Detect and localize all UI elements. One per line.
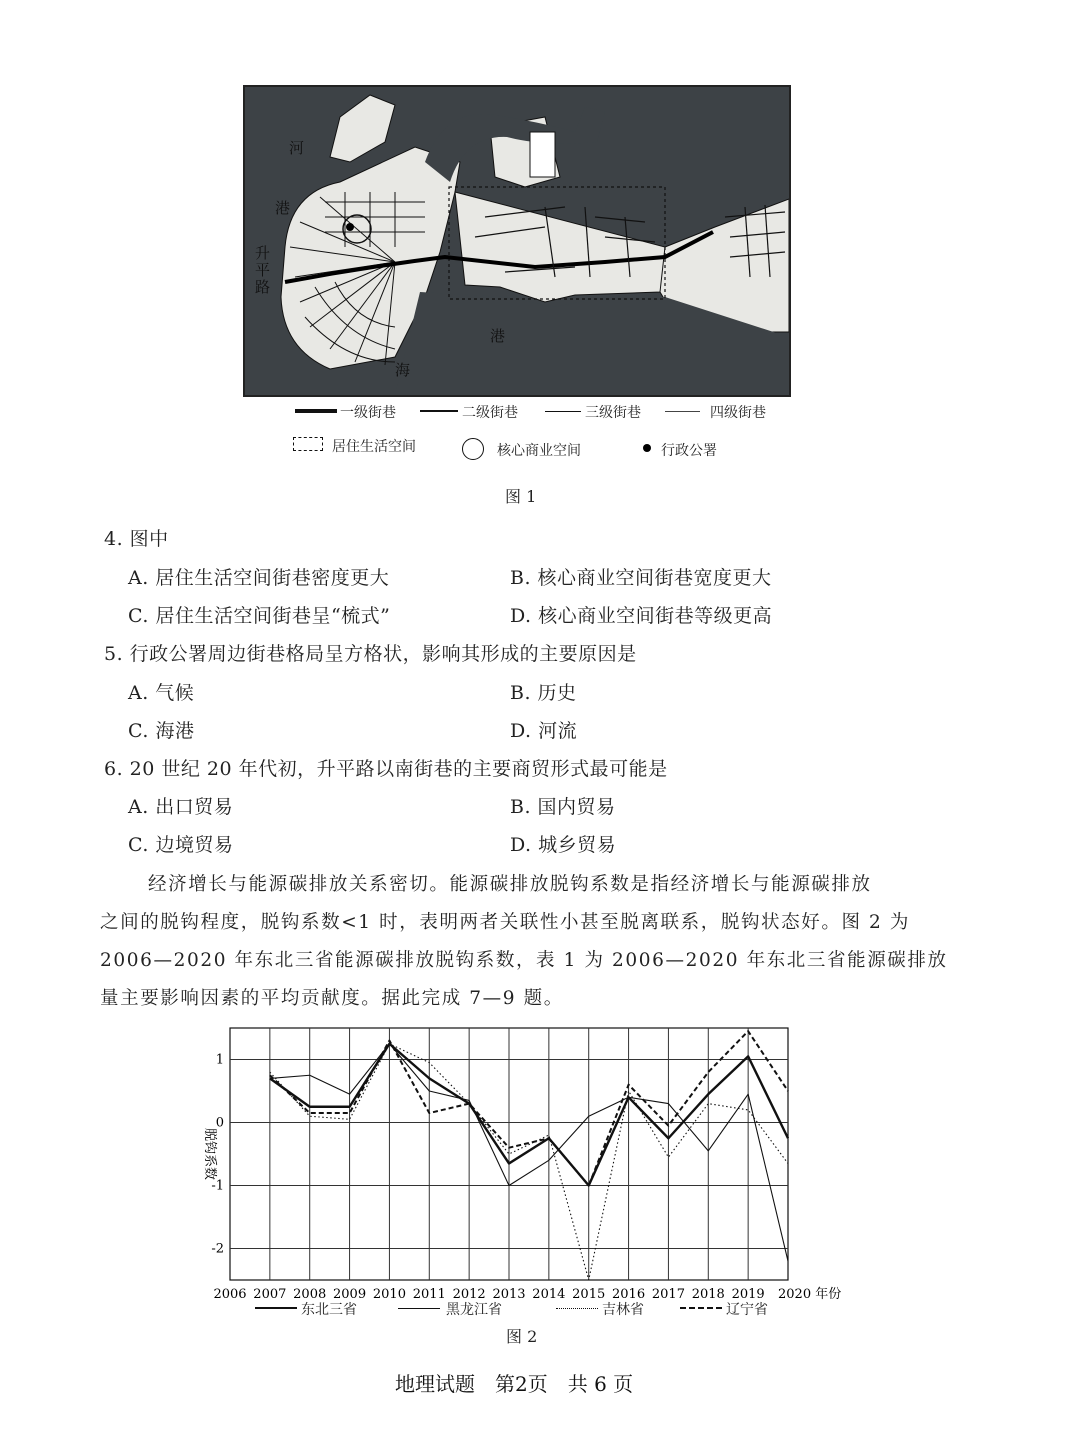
chart-legend-jilin: 吉林省 <box>602 1302 644 1318</box>
chart-x-tick-label: 2018 <box>691 1287 725 1302</box>
chart-series-line-2 <box>270 1044 788 1280</box>
legend-level2-line <box>420 410 458 412</box>
chart-x-tick-label: 2017 <box>651 1287 685 1302</box>
map-label-port: 港 <box>275 199 291 217</box>
chart-x-tick-label: 2011 <box>412 1287 446 1302</box>
map-label-harbor: 港 <box>490 327 506 345</box>
legend-level4-line <box>665 411 700 412</box>
question-5-option-a: A. 气候 <box>128 682 195 704</box>
question-6-stem: 6. 20 世纪 20 年代初，升平路以南街巷的主要商贸形式最可能是 <box>104 758 668 780</box>
question-5-stem: 5. 行政公署周边街巷格局呈方格状，影响其形成的主要原因是 <box>104 643 637 665</box>
map-label-river: 河 <box>289 139 305 157</box>
chart-y-label: 脱钩系数 <box>202 1127 217 1181</box>
legend-residential: 居住生活空间 <box>332 439 416 455</box>
legend-level2: 二级街巷 <box>462 405 518 421</box>
city-street-map <box>243 85 791 397</box>
chart-x-tick-label: 2009 <box>333 1287 367 1302</box>
chart-x-tick-label: 2013 <box>492 1287 526 1302</box>
passage-line-3: 2006—2020 年东北三省能源碳排放脱钩系数，表 1 为 2006—2020 年东北三省能源碳排放 <box>100 950 948 971</box>
question-4-stem: 4. 图中 <box>104 528 169 550</box>
legend-level3: 三级街巷 <box>585 405 641 421</box>
chart-x-tick-label: 2007 <box>253 1287 287 1302</box>
chart-y-tick-label: 1 <box>215 1052 224 1068</box>
legend-level4: 四级街巷 <box>710 405 766 421</box>
legend-commercial-circle <box>462 438 484 460</box>
chart-grid <box>230 1028 788 1280</box>
question-4-option-a: A. 居住生活空间街巷密度更大 <box>128 567 390 589</box>
legend-level3-line <box>545 411 581 412</box>
figure1-caption: 图 1 <box>505 487 537 506</box>
chart-x-tick-label: 2015 <box>572 1287 606 1302</box>
page-footer: 地理试题 第2页 共 6 页 <box>395 1372 634 1396</box>
map-drawing <box>245 87 789 395</box>
legend-commercial: 核心商业空间 <box>497 443 581 459</box>
chart-x-tick-label: 2020 年份 <box>778 1287 842 1302</box>
passage-line-4: 量主要影响因素的平均贡献度。据此完成 7—9 题。 <box>100 988 564 1009</box>
chart-x-tick-label: 2008 <box>293 1287 327 1302</box>
decoupling-chart <box>190 1018 850 1328</box>
question-6-option-d: D. 城乡贸易 <box>510 834 617 856</box>
chart-legend-liaoning: 辽宁省 <box>726 1302 768 1318</box>
chart-series-line-0 <box>270 1044 788 1186</box>
chart-legend-heilongjiang: 黑龙江省 <box>446 1302 502 1318</box>
legend-admin: 行政公署 <box>661 443 717 459</box>
chart-series-line-1 <box>270 1044 788 1261</box>
chart-legend-line-heilongjiang <box>398 1308 440 1309</box>
legend-residential-box <box>293 437 323 451</box>
chart-series <box>270 1031 788 1280</box>
question-6-option-b: B. 国内贸易 <box>510 796 616 818</box>
question-4-option-d: D. 核心商业空间街巷等级更高 <box>510 605 773 627</box>
chart-x-tick-label: 2014 <box>532 1287 566 1302</box>
map-label-shengping-road: 升平路 <box>255 244 271 296</box>
question-6-option-a: A. 出口贸易 <box>128 796 234 818</box>
chart-y-tick-label: 0 <box>215 1115 224 1131</box>
chart-x-tick-label: 2016 <box>612 1287 646 1302</box>
question-5-option-b: B. 历史 <box>510 682 577 704</box>
question-5-option-c: C. 海港 <box>128 720 195 742</box>
question-4-option-c: C. 居住生活空间街巷呈“梳式” <box>128 605 391 627</box>
question-6-option-c: C. 边境贸易 <box>128 834 234 856</box>
chart-x-tick-label: 2019 <box>731 1287 765 1302</box>
chart-legend-line-northeast <box>255 1307 297 1309</box>
chart-y-tick-label: -2 <box>211 1241 224 1257</box>
chart-x-tick-label: 2006 <box>213 1287 247 1302</box>
question-5-option-d: D. 河流 <box>510 720 578 742</box>
figure2-caption: 图 2 <box>506 1327 538 1346</box>
chart-y-tick-label: -1 <box>211 1178 224 1194</box>
map-label-sea: 海 <box>395 361 411 379</box>
legend-admin-dot <box>643 444 651 452</box>
legend-level1-line <box>295 409 337 413</box>
chart-legend-line-jilin <box>556 1308 598 1309</box>
chart-legend-line-liaoning <box>680 1307 722 1309</box>
passage-line-1: 经济增长与能源碳排放关系密切。能源碳排放脱钩系数是指经济增长与能源碳排放 <box>148 874 872 895</box>
chart-x-tick-label: 2012 <box>452 1287 486 1302</box>
chart-legend-northeast: 东北三省 <box>301 1302 357 1318</box>
passage-line-2: 之间的脱钩程度，脱钩系数<1 时，表明两者关联性小甚至脱离联系，脱钩状态好。图 2 为 <box>100 912 910 933</box>
question-4-option-b: B. 核心商业空间街巷宽度更大 <box>510 567 772 589</box>
legend-level1: 一级街巷 <box>340 405 396 421</box>
chart-series-line-3 <box>270 1031 788 1185</box>
chart-x-tick-label: 2010 <box>372 1287 406 1302</box>
